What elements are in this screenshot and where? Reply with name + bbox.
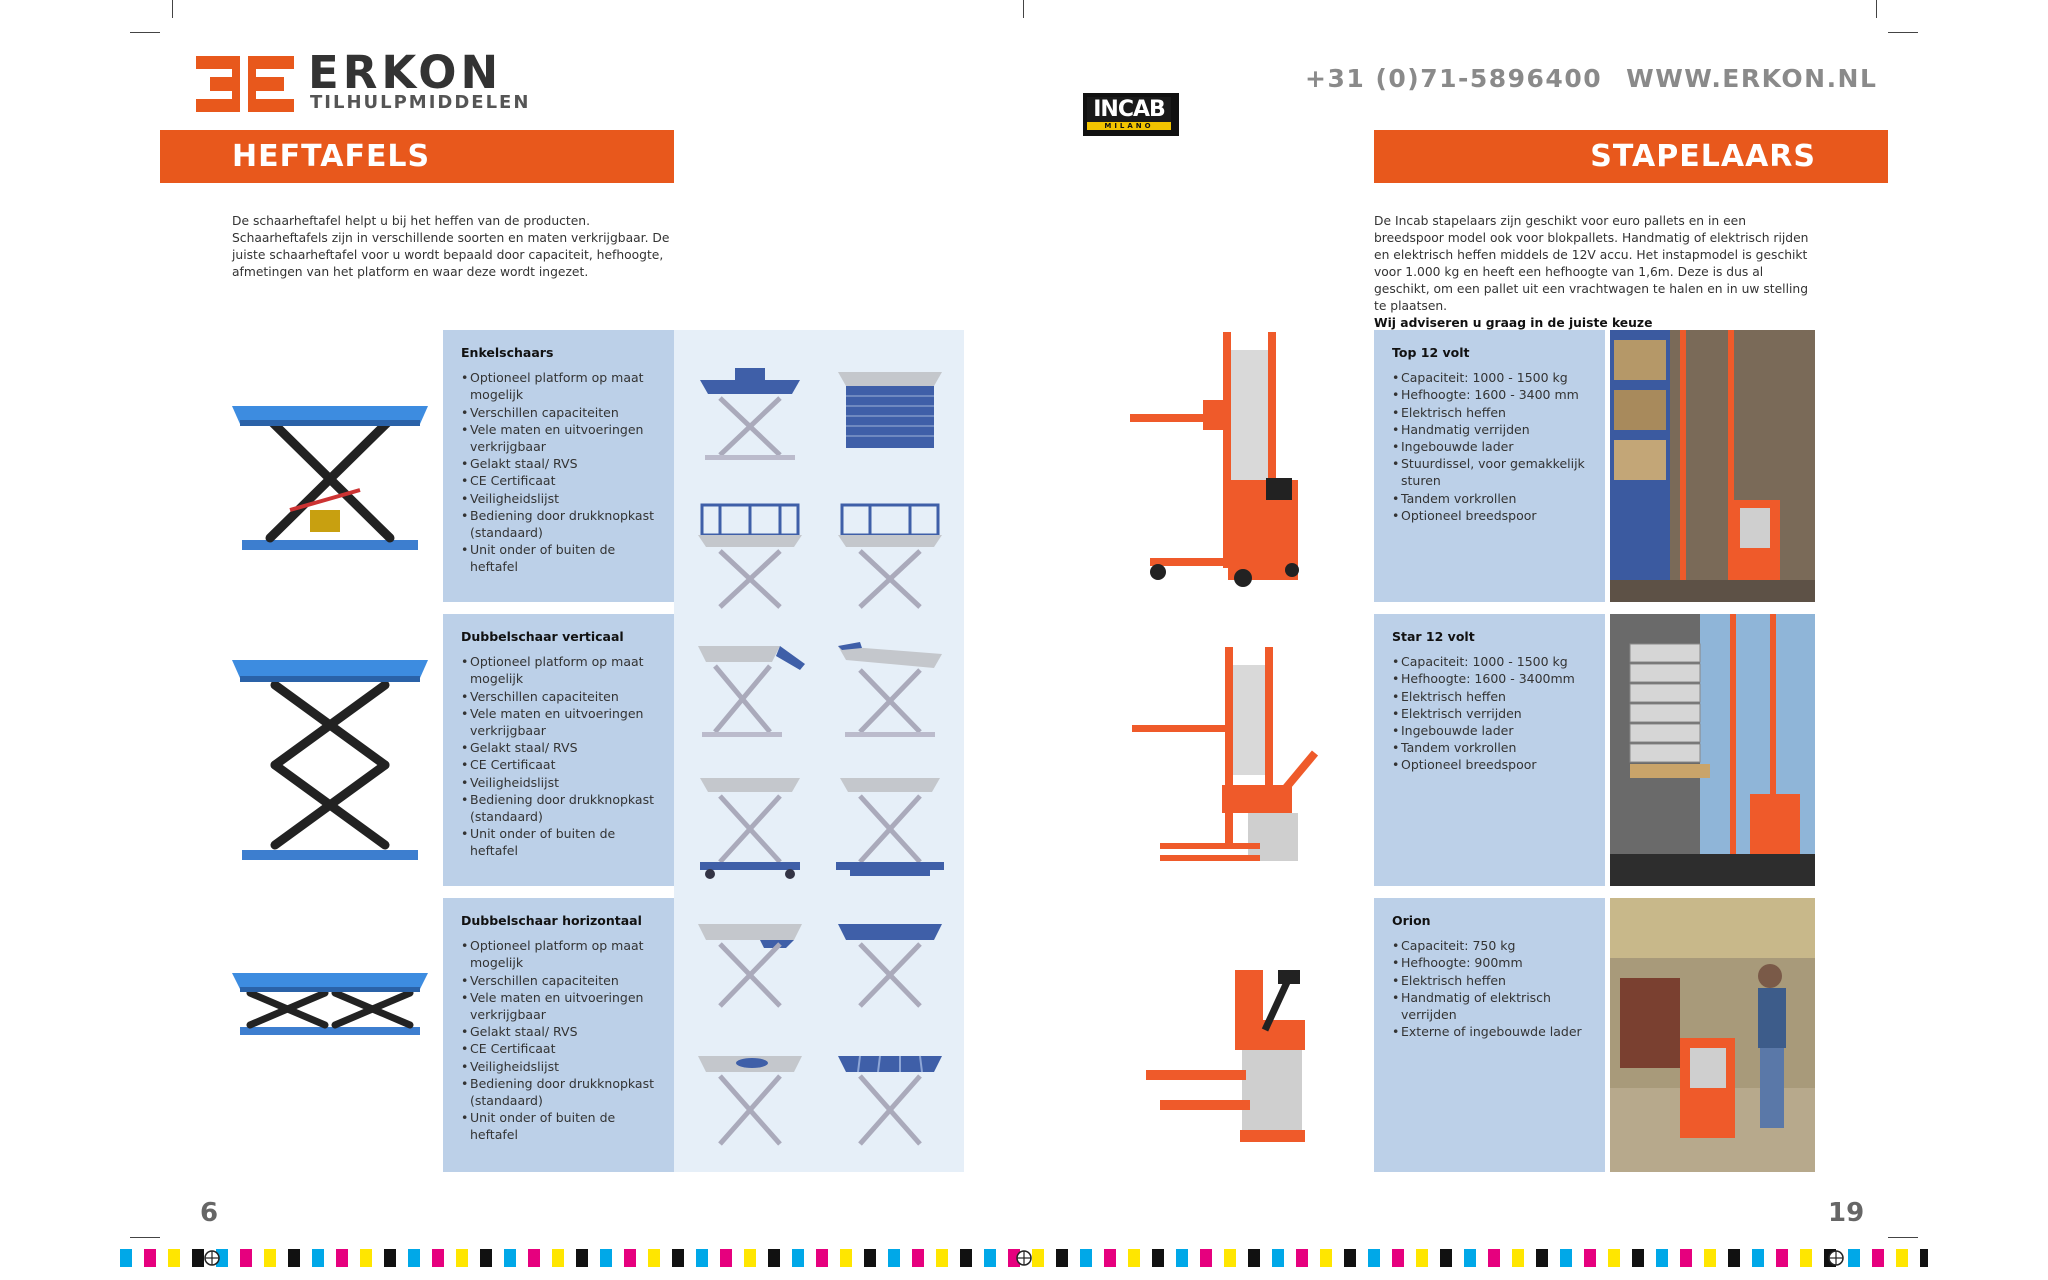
stacker-top-12-volt-image — [1128, 330, 1308, 590]
feature-item: • Optioneel platform op maat mogelijk — [461, 937, 656, 971]
feature-item: • Bediening door drukknopkast (standaard) — [461, 791, 656, 825]
variant-image — [690, 360, 810, 470]
feature-item: • Externe of ingebouwde lader — [1392, 1023, 1587, 1040]
feature-item: • Verschillen capaciteiten — [461, 688, 656, 705]
website-url: WWW.ERKON.NL — [1626, 64, 1878, 93]
variant-image — [830, 1050, 950, 1155]
crop-mark — [1876, 0, 1877, 18]
feature-item: • Elektrisch heffen — [1392, 688, 1587, 705]
variant-image — [690, 640, 810, 745]
intro-paragraph: De Incab stapelaars zijn geschikt voor euro pallets en in een breedspoor model ook voor blokpallets. Handmatig of elektrisch rijden en elektrisch heffen middels de 12V accu. Het instapmodel is geschikt voor 1.000 kg en heeft een hefhoogte van 1,6m. Deze is dus al geschikt, om een pallet uit een vrachtwagen te halen en in uw stelling te plaatsen. — [1374, 214, 1809, 313]
feature-item: • Handmatig verrijden — [1392, 421, 1587, 438]
feature-item: • Verschillen capaciteiten — [461, 972, 656, 989]
feature-item: • Veiligheidslijst — [461, 774, 656, 791]
intro-text-left: De schaarheftafel helpt u bij het heffen van de producten. Schaarheftafels zijn in verschillende soorten en maten verkrijgbaar. De juiste schaarheftafel voor u wordt bepaald door capaciteit, hefhoogte, afmetingen van het platform en waar deze wordt ingezet. — [232, 214, 670, 279]
variant-image — [830, 640, 950, 745]
product-card-dubbelschaar-verticaal — [443, 614, 674, 886]
feature-item: • Bediening door drukknopkast (standaard) — [461, 1075, 656, 1109]
phone-number: +31 (0)71-5896400 — [1305, 64, 1603, 93]
feature-item: • CE Certificaat — [461, 756, 656, 773]
feature-item: • Capaciteit: 750 kg — [1392, 937, 1587, 954]
variant-image — [690, 918, 810, 1018]
feature-item: • Veiligheidslijst — [461, 490, 656, 507]
feature-item: • Tandem vorkrollen — [1392, 490, 1587, 507]
product-card-enkelschaars — [443, 330, 674, 602]
feature-item: • Ingebouwde lader — [1392, 722, 1587, 739]
double-vertical-scissor-table-image — [230, 650, 430, 870]
stacker-orion-image — [1140, 960, 1310, 1150]
crop-mark — [172, 0, 173, 18]
feature-item: • Handmatig of elektrisch verrijden — [1392, 989, 1587, 1023]
feature-item: • Hefhoogte: 1600 - 3400mm — [1392, 670, 1587, 687]
feature-item: • Optioneel platform op maat mogelijk — [461, 369, 656, 403]
feature-item: • Optioneel breedspoor — [1392, 507, 1587, 524]
brand-name: ERKON — [308, 46, 503, 99]
product-card-top-12-volt — [1374, 330, 1605, 602]
incab-logo — [1083, 93, 1179, 136]
feature-item: • Stuurdissel, voor gemakkelijk sturen — [1392, 455, 1587, 489]
feature-list — [1392, 369, 1587, 524]
feature-item: • Capaciteit: 1000 - 1500 kg — [1392, 369, 1587, 386]
crop-mark — [1023, 0, 1024, 18]
single-scissor-table-image — [230, 390, 430, 560]
section-title-right: STAPELAARS — [1374, 130, 1888, 183]
feature-item: • Veiligheidslijst — [461, 1058, 656, 1075]
variant-image — [830, 918, 950, 1018]
feature-item: • Tandem vorkrollen — [1392, 739, 1587, 756]
warehouse-photo — [1610, 330, 1815, 602]
feature-item: • Elektrisch heffen — [1392, 972, 1587, 989]
product-title: Dubbelschaar verticaal — [461, 629, 624, 644]
variant-image — [830, 360, 950, 470]
factory-floor-photo — [1610, 898, 1815, 1172]
feature-item: • Optioneel breedspoor — [1392, 756, 1587, 773]
product-title: Dubbelschaar horizontaal — [461, 913, 642, 928]
feature-list — [461, 937, 656, 1143]
page-number-right: 19 — [1828, 1198, 1865, 1228]
feature-list — [461, 653, 656, 859]
feature-item: • Optioneel platform op maat mogelijk — [461, 653, 656, 687]
variant-image — [830, 772, 950, 882]
variant-image — [690, 1050, 810, 1155]
feature-item: • Unit onder of buiten de heftafel — [461, 541, 656, 575]
section-title-left: HEFTAFELS — [160, 130, 674, 183]
brand-subtitle: TILHULPMIDDELEN — [310, 92, 531, 113]
double-horizontal-scissor-table-image — [230, 965, 430, 1045]
variant-image — [690, 495, 810, 610]
feature-item: • Bediening door drukknopkast (standaard) — [461, 507, 656, 541]
feature-item: • Elektrisch verrijden — [1392, 705, 1587, 722]
page-number-left: 6 — [200, 1198, 219, 1228]
product-title: Star 12 volt — [1392, 629, 1475, 644]
crop-mark — [130, 1237, 160, 1238]
incab-logo-sub: MILANO — [1087, 122, 1171, 130]
feature-item: • Hefhoogte: 1600 - 3400 mm — [1392, 386, 1587, 403]
feature-list — [461, 369, 656, 575]
product-card-orion — [1374, 898, 1605, 1172]
stacker-star-12-volt-image — [1130, 645, 1320, 875]
feature-item: • Vele maten en uitvoeringen verkrijgbaar — [461, 705, 656, 739]
intro-bold-line: Wij adviseren u graag in de juiste keuze — [1374, 316, 1653, 330]
feature-item: • Verschillen capaciteiten — [461, 404, 656, 421]
variant-image — [830, 495, 950, 610]
erkon-logo-icon — [196, 56, 294, 112]
feature-item: • CE Certificaat — [461, 1040, 656, 1057]
feature-list — [1392, 937, 1587, 1040]
product-title: Top 12 volt — [1392, 345, 1470, 360]
feature-item: • Capaciteit: 1000 - 1500 kg — [1392, 653, 1587, 670]
feature-item: • Gelakt staal/ RVS — [461, 455, 656, 472]
crop-mark — [130, 32, 160, 33]
variant-image — [690, 772, 810, 882]
intro-text-right — [1374, 213, 1818, 332]
feature-item: • Unit onder of buiten de heftafel — [461, 825, 656, 859]
feature-item: • CE Certificaat — [461, 472, 656, 489]
feature-item: • Gelakt staal/ RVS — [461, 1023, 656, 1040]
incab-logo-text: INCAB — [1087, 97, 1171, 122]
crop-mark — [1888, 1237, 1918, 1238]
feature-item: • Unit onder of buiten de heftafel — [461, 1109, 656, 1143]
crop-mark — [1888, 32, 1918, 33]
feature-item: • Ingebouwde lader — [1392, 438, 1587, 455]
product-title: Orion — [1392, 913, 1431, 928]
feature-list — [1392, 653, 1587, 773]
color-registration-bar — [120, 1249, 1928, 1267]
feature-item: • Hefhoogte: 900mm — [1392, 954, 1587, 971]
truck-loading-photo — [1610, 614, 1815, 886]
product-card-dubbelschaar-horizontaal — [443, 898, 674, 1172]
feature-item: • Elektrisch heffen — [1392, 404, 1587, 421]
contact-info — [1305, 64, 1901, 93]
feature-item: • Vele maten en uitvoeringen verkrijgbaar — [461, 421, 656, 455]
feature-item: • Gelakt staal/ RVS — [461, 739, 656, 756]
feature-item: • Vele maten en uitvoeringen verkrijgbaar — [461, 989, 656, 1023]
product-title: Enkelschaars — [461, 345, 554, 360]
product-card-star-12-volt — [1374, 614, 1605, 886]
